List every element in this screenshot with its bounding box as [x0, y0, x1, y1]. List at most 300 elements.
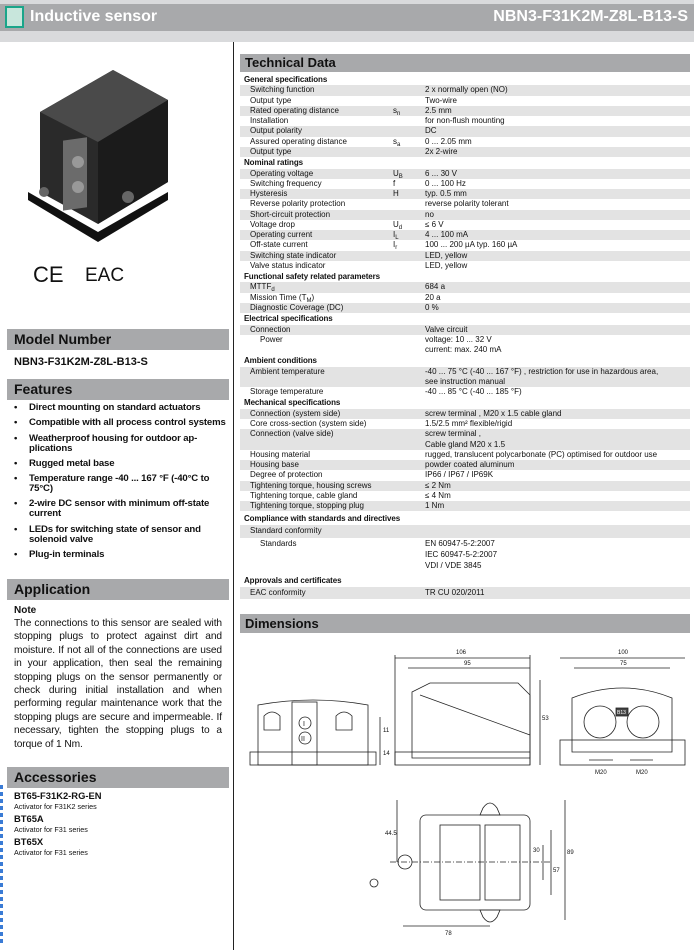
spec-row: [240, 230, 690, 240]
features-list: [14, 403, 228, 565]
spec-value-line: 1.5/2.5 mm² flexible/rigid: [425, 419, 513, 429]
spec-symbol: [393, 85, 425, 95]
spec-value-line: 684 a: [425, 282, 446, 292]
spec-value-line: 2x 2-wire: [425, 146, 458, 156]
spec-value-line: 20 a: [425, 292, 441, 302]
spec-label: [240, 481, 393, 491]
spec-row: [240, 220, 690, 230]
spec-symbol: [393, 169, 425, 179]
spec-label: [240, 470, 393, 480]
spec-value-line: 0 ... 2.05 mm: [425, 136, 472, 146]
spec-value: [425, 501, 690, 511]
dim-label: 75: [620, 661, 627, 667]
spec-symbol: [393, 588, 425, 599]
spec-value: [425, 220, 690, 230]
spec-label-text: Mission Time (T: [250, 292, 307, 302]
spec-label: [240, 116, 393, 126]
terminal-label: I: [303, 721, 305, 728]
spec-label-text: Hysteresis: [250, 189, 288, 199]
spec-row: [240, 470, 690, 480]
dim-label: B13: [617, 710, 626, 716]
spec-label: [240, 147, 393, 157]
spec-label-text: Switching function: [250, 85, 315, 95]
spec-label: [240, 409, 393, 419]
spec-row: [240, 429, 690, 450]
spec-label-text: Tightening torque, housing screws: [250, 480, 372, 490]
spec-symbol: [393, 126, 425, 136]
feature-item: • Plug-in terminals: [14, 550, 228, 560]
top-view-drawing: [370, 800, 574, 937]
accessory-name[interactable]: BT65A: [14, 813, 44, 824]
spec-label: [240, 96, 393, 106]
spec-label: [240, 261, 393, 271]
spec-row: [240, 325, 690, 335]
spec-symbol-sub: n: [397, 110, 401, 117]
spec-label-text: Valve status indicator: [250, 260, 326, 270]
spec-symbol: [393, 526, 425, 537]
spec-label: [240, 251, 393, 261]
spec-value: [425, 189, 690, 199]
accessory-desc: Activator for F31 series: [14, 825, 88, 834]
feature-item: • Temperature range -40 ... 167 °F (-40°C to 75°C): [14, 474, 228, 494]
spec-row: [240, 501, 690, 511]
spec-section: [240, 75, 690, 158]
spec-value-line: LED, yellow: [425, 260, 468, 270]
spec-value-line: IP66 / IP67 / IP69K: [425, 470, 494, 480]
spec-symbol: [393, 491, 425, 501]
spec-symbol: [393, 501, 425, 511]
page-header: [0, 4, 694, 31]
spec-section-title: Compliance with standards and directives: [244, 514, 401, 524]
dimension-drawings: [240, 640, 694, 945]
spec-label-text: Standard conformity: [250, 526, 322, 536]
spec-symbol: [393, 325, 425, 335]
spec-value-line: DC: [425, 126, 437, 136]
spec-row: [240, 147, 690, 157]
spec-value: [425, 179, 690, 189]
spec-symbol: [393, 367, 425, 388]
spec-label: [240, 491, 393, 501]
spec-label: [240, 220, 393, 230]
spec-section-title: Ambient conditions: [244, 356, 317, 366]
spec-value: [425, 409, 690, 419]
spec-symbol-text: U: [393, 219, 399, 229]
spec-value: [425, 588, 690, 599]
spec-value-line: EN 60947-5-2:2007: [425, 539, 495, 549]
spec-value: [425, 96, 690, 106]
spec-label: [240, 282, 393, 292]
spec-section: [240, 398, 690, 512]
spec-value: [425, 261, 690, 271]
spec-section: [240, 356, 690, 398]
spec-section: [240, 158, 690, 272]
spec-label: [240, 199, 393, 209]
spec-value: [425, 137, 690, 147]
spec-label-text: Connection (system side): [250, 408, 341, 418]
feature-item: • Weatherproof housing for outdoor ap-plications: [14, 434, 228, 454]
spec-symbol: [393, 539, 425, 571]
spec-value: [425, 210, 690, 220]
spec-label-text: Voltage drop: [250, 219, 295, 229]
column-divider: [233, 42, 234, 950]
spec-value: [425, 419, 690, 429]
spec-row: [240, 409, 690, 419]
spec-value: [425, 251, 690, 261]
spec-label-text: Power: [260, 334, 283, 344]
spec-value: [425, 293, 690, 303]
spec-row: [240, 210, 690, 220]
spec-label: [240, 539, 393, 571]
spec-value-line: -40 ... 75 °C (-40 ... 167 °F) , restriction for use in hazardous area,: [425, 366, 659, 376]
spec-value: [425, 85, 690, 95]
spec-label-text: Degree of protection: [250, 470, 323, 480]
dim-label: 30: [533, 848, 540, 854]
spec-value-line: no: [425, 209, 434, 219]
spec-symbol: [393, 199, 425, 209]
spec-symbol-text: s: [393, 136, 397, 146]
side-view-drawing: [395, 650, 549, 765]
spec-value: [425, 450, 690, 460]
spec-value: [425, 303, 690, 313]
spec-section: [240, 272, 690, 314]
spec-label: [240, 230, 396, 240]
spec-symbol: [393, 251, 425, 261]
terminal-label: II: [301, 736, 305, 743]
spec-label-text: Short-circuit protection: [250, 209, 331, 219]
spec-value-line: IEC 60947-5-2:2007: [425, 549, 498, 559]
spec-value: [425, 240, 690, 250]
spec-label: [240, 137, 393, 147]
spec-label-text: Tightening torque, cable gland: [250, 490, 358, 500]
spec-label-text: Ambient temperature: [250, 366, 325, 376]
side-strip: [0, 785, 3, 945]
spec-label: [240, 169, 393, 179]
spec-value: [425, 491, 690, 501]
technical-data-heading: Technical Data: [240, 54, 690, 72]
spec-symbol: [393, 261, 425, 271]
spec-symbol-sub: L: [395, 235, 399, 242]
accessories-heading: Accessories: [7, 767, 229, 788]
spec-label-suffix: ): [311, 292, 315, 302]
spec-label: [240, 588, 393, 599]
note-text: The connections to this sensor are sealed with stopping plugs to protect against dirt and moisture. If not all of the connections are used in your application, then seal the remaining stopping plugs on the sensor permanently or check during initial installation and when performing regular maintenance work that the stopping plugs are secure and impermeable. If necessary, tighten the stopping plugs to a torque of 1 Nm.: [14, 618, 222, 750]
spec-value-line: VDI / VDE 3845: [425, 560, 482, 570]
spec-label-text: Storage temperature: [250, 387, 324, 397]
spec-row: [240, 367, 690, 388]
spec-label-text: Connection: [250, 324, 291, 334]
feature-item: • Compatible with all process control systems: [14, 418, 228, 428]
spec-label: [240, 293, 393, 303]
accessory-desc: Activator for F31K2 series: [14, 802, 97, 811]
spec-label: [240, 189, 393, 199]
dim-label: 14: [383, 751, 390, 757]
model-number-heading: Model Number: [7, 329, 229, 350]
dim-label: 100: [618, 650, 629, 656]
spec-value: [425, 387, 690, 397]
spec-value-line: LED, yellow: [425, 250, 468, 260]
spec-value-line: -40 ... 85 °C (-40 ... 185 °F): [425, 387, 522, 397]
spec-symbol: [393, 409, 425, 419]
spec-value-line: screw terminal , M20 x 1.5 cable gland: [425, 408, 562, 418]
spec-value-line: ≤ 6 V: [425, 219, 444, 229]
spec-symbol: [393, 303, 425, 313]
spec-row: [240, 460, 690, 470]
spec-label: [240, 450, 393, 460]
spec-label-text: MTTF: [250, 282, 272, 292]
spec-value: [425, 230, 690, 240]
dim-label: 11: [383, 728, 390, 734]
spec-value-line: current: max. 240 mA: [425, 345, 502, 355]
spec-value-line: 2 x normally open (NO): [425, 85, 508, 95]
dim-label: 95: [464, 661, 471, 667]
dim-label: 44.5: [385, 831, 397, 837]
spec-label-text: Tightening torque, stopping plug: [250, 501, 365, 511]
feature-item: • 2-wire DC sensor with minimum off-state current: [14, 499, 228, 519]
spec-symbol: [393, 189, 425, 199]
product-photo: [18, 42, 178, 252]
spec-symbol: [393, 147, 425, 157]
spec-value: [425, 199, 690, 209]
spec-row: [240, 179, 690, 189]
spec-label: [240, 106, 393, 116]
model-number: NBN3-F31K2M-Z8L-B13-S: [14, 356, 148, 368]
spec-label-text: Output polarity: [250, 126, 303, 136]
spec-label: [240, 85, 393, 95]
spec-value-line: 100 ... 200 µA typ. 160 µA: [425, 240, 518, 250]
spec-symbol: [393, 419, 425, 429]
spec-label: [240, 387, 393, 397]
spec-label: [240, 240, 396, 250]
spec-label-sub: M: [306, 297, 312, 304]
spec-label: [240, 303, 393, 313]
spec-symbol: [393, 210, 425, 220]
spec-label-text: Diagnostic Coverage (DC): [250, 302, 344, 312]
dim-label: M20: [636, 770, 648, 776]
spec-row: [240, 282, 690, 292]
spec-symbol-sub: a: [397, 141, 401, 148]
spec-symbol: [393, 450, 425, 460]
spec-symbol-text: I: [393, 240, 396, 250]
spec-value: [425, 335, 690, 356]
spec-label-text: Core cross-section (system side): [250, 419, 367, 429]
spec-symbol-sub: d: [398, 224, 403, 231]
spec-value-line: 1 Nm: [425, 501, 445, 511]
spec-section-title: Mechanical specifications: [244, 398, 341, 408]
header-title: Inductive sensor: [30, 8, 158, 25]
spec-symbol-text: H: [393, 189, 399, 199]
spec-row: [240, 240, 690, 250]
spec-row: [240, 491, 690, 501]
spec-section-title: General specifications: [244, 75, 328, 84]
spec-label-sub: d: [271, 287, 275, 294]
dimensions-heading: Dimensions: [240, 614, 690, 633]
spec-value: [425, 539, 690, 571]
spec-label-text: Operating current: [250, 230, 313, 240]
spec-value-line: 6 ... 30 V: [425, 168, 458, 178]
spec-value: [425, 526, 690, 537]
dim-label: 57: [553, 868, 560, 874]
spec-symbol-text: f: [393, 178, 396, 188]
spec-label: [240, 210, 393, 220]
spec-value-line: ≤ 4 Nm: [425, 490, 451, 500]
spec-label: [240, 126, 393, 136]
dim-label: 89: [567, 850, 574, 856]
spec-value-line: 0 ... 100 Hz: [425, 178, 466, 188]
spec-label-text: EAC conformity: [250, 587, 306, 597]
spec-value-line: powder coated aluminum: [425, 460, 515, 470]
spec-symbol-text: s: [393, 105, 397, 115]
spec-symbol: [393, 387, 425, 397]
spec-value-line: Cable gland M20 x 1.5: [425, 439, 506, 449]
spec-label-text: Output type: [250, 95, 292, 105]
feature-item: • Direct mounting on standard actuators: [14, 403, 228, 413]
spec-section-title: Approvals and certificates: [244, 575, 342, 585]
end-view-drawing: [560, 650, 685, 776]
spec-value-line: Valve circuit: [425, 324, 468, 334]
accessories-list: [14, 790, 228, 859]
spec-label-text: Off-state current: [250, 240, 308, 250]
application-heading: Application: [7, 579, 229, 600]
spec-symbol: [393, 460, 425, 470]
spec-value-line: 0 %: [425, 302, 439, 312]
spec-value-line: 2.5 mm: [425, 105, 452, 115]
spec-value-line: [425, 526, 690, 537]
spec-symbol: [393, 220, 425, 230]
spec-row: [240, 106, 690, 116]
spec-value-line: rugged, translucent polycarbonate (PC) optimised for outdoor use: [425, 449, 658, 459]
spec-symbol: [393, 179, 425, 189]
spec-row: [240, 481, 690, 491]
brand-square-icon: [5, 6, 24, 28]
spec-row: [240, 96, 690, 106]
dim-label: 106: [456, 650, 467, 656]
spec-label-text: Output type: [250, 146, 292, 156]
spec-label-text: Switching state indicator: [250, 250, 337, 260]
spec-symbol: [393, 470, 425, 480]
spec-value-line: see instruction manual: [425, 376, 506, 386]
spec-symbol: [393, 293, 425, 303]
dim-label: 53: [542, 716, 549, 722]
spec-label-text: Rated operating distance: [250, 105, 339, 115]
note-title: Note: [14, 605, 37, 616]
spec-symbol: [393, 240, 425, 250]
spec-symbol: [393, 230, 425, 240]
spec-label-text: Housing material: [250, 449, 311, 459]
spec-label: [240, 501, 393, 511]
accessory-desc: Activator for F31 series: [14, 848, 88, 857]
spec-symbol: [393, 429, 425, 450]
spec-label: [240, 419, 393, 429]
spec-section-title: Functional safety related parameters: [244, 272, 381, 282]
spec-value: [425, 106, 690, 116]
spec-label: [240, 325, 393, 335]
spec-value-line: reverse polarity tolerant: [425, 199, 509, 209]
spec-symbol-sub: B: [398, 173, 403, 180]
spec-row: [240, 450, 690, 460]
spec-label: [240, 178, 396, 189]
spec-value-line: TR CU 020/2011: [425, 587, 485, 597]
spec-value: [425, 126, 690, 136]
spec-label-text: Standards: [260, 539, 297, 549]
spec-label-text: Housing base: [250, 460, 299, 470]
spec-symbol: [393, 335, 425, 356]
spec-value: [425, 116, 690, 126]
spec-row: [240, 419, 690, 429]
spec-row: [240, 116, 690, 126]
spec-label: [240, 526, 393, 537]
spec-value-line: Two-wire: [425, 95, 458, 105]
spec-row: [240, 126, 690, 136]
spec-value: [425, 470, 690, 480]
spec-row: [240, 85, 690, 95]
spec-value: [425, 367, 690, 388]
feature-item: • LEDs for switching state of sensor and solenoid valve: [14, 525, 228, 545]
technical-data-table: [240, 75, 690, 600]
accessory-name[interactable]: BT65X: [14, 836, 44, 847]
spec-label-text: Switching frequency: [250, 178, 322, 188]
spec-row: [240, 199, 690, 209]
spec-section: [240, 574, 690, 601]
feature-item: • Rugged metal base: [14, 459, 228, 469]
spec-symbol: [393, 106, 425, 116]
spec-section: [240, 314, 690, 356]
spec-row: [240, 303, 690, 313]
front-view-drawing: [250, 700, 390, 765]
spec-row: [240, 293, 690, 303]
spec-label: [240, 429, 393, 450]
spec-section-title: Electrical specifications: [244, 314, 333, 324]
spec-symbol: [393, 116, 425, 126]
spec-row: [240, 137, 690, 147]
spec-symbol: [393, 137, 425, 147]
spec-symbol-text: U: [393, 168, 399, 178]
dim-label: 78: [445, 931, 452, 937]
spec-label: [240, 367, 393, 388]
spec-label-text: Reverse polarity protection: [250, 199, 346, 209]
spec-value: [425, 282, 690, 292]
spec-row: [240, 538, 690, 572]
spec-label: [240, 335, 393, 356]
spec-row: [240, 387, 690, 397]
spec-row: [240, 261, 690, 271]
accessory-name[interactable]: BT65-F31K2-RG-EN: [14, 790, 102, 801]
spec-value: [425, 481, 690, 491]
spec-symbol-text: I: [393, 230, 396, 240]
spec-label-text: Assured operating distance: [250, 136, 347, 146]
spec-value: [425, 169, 690, 179]
spec-section: [240, 512, 690, 573]
spec-row: [240, 251, 690, 261]
spec-row: [240, 335, 690, 356]
spec-value-line: typ. 0.5 mm: [425, 189, 467, 199]
spec-symbol: [393, 96, 425, 106]
spec-section-title: Nominal ratings: [244, 158, 303, 168]
spec-label-text: Operating voltage: [250, 168, 314, 178]
spec-label-text: Installation: [250, 116, 289, 126]
spec-row: [240, 525, 690, 538]
spec-row: [240, 189, 690, 199]
spec-value: [425, 429, 690, 450]
spec-row: [240, 169, 690, 179]
spec-value: [425, 325, 690, 335]
spec-label: [240, 460, 393, 470]
header-model: NBN3-F31K2M-Z8L-B13-S: [493, 8, 688, 25]
spec-value-line: for non-flush mounting: [425, 116, 505, 126]
spec-label-text: Connection (valve side): [250, 429, 334, 439]
spec-value-line: 4 ... 100 mA: [425, 230, 469, 240]
spec-value-line: screw terminal ,: [425, 429, 482, 439]
spec-symbol: [393, 481, 425, 491]
